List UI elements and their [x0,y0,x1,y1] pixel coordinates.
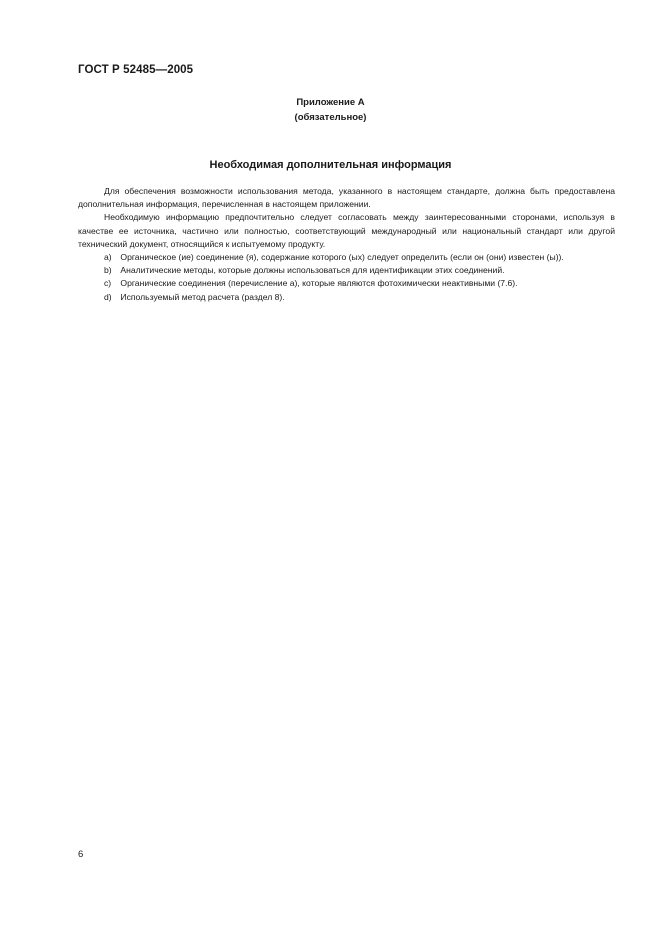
list-marker: d) [104,291,112,302]
paragraph: Необходимую информацию предпочтительно следует согласовать между заинтересованными сторонами, используя в качестве ее источника, частично или полностью, соответствующий международный или национальный стандарт или другой технический документ, относящийся к испытуемому продукту. [78,212,615,249]
list-marker: c) [104,278,112,289]
appendix-title-block [0,95,661,125]
list-item [78,277,615,290]
list-item [78,251,615,264]
page-number: 6 [78,849,84,860]
list-item [78,291,615,304]
appendix-status: (обязательное) [294,112,367,123]
list-item-text: Аналитические методы, которые должны использоваться для идентификации этих соединений. [120,265,505,276]
body-text [78,185,615,304]
list-item-text: Используемый метод расчета (раздел 8). [120,291,285,302]
list-marker: b) [104,265,112,276]
list-item-text: Органические соединения (перечисление а), которые являются фотохимически неактивными (7.6). [120,278,518,289]
document-standard-code: ГОСТ Р 52485—2005 [78,64,194,76]
section-heading: Необходимая дополнительная информация [209,159,452,171]
list-item [78,264,615,277]
list-item-text: Органическое (ие) соединение (я), содержание которого (ых) следует определить (если он (они) известен (ы)). [120,252,564,263]
paragraph: Для обеспечения возможности использования метода, указанного в настоящем стандарте, должна быть предоставлена дополнительная информация, перечисленная в настоящем приложении. [78,186,615,210]
appendix-title: Приложение А [296,97,365,108]
list-marker: a) [104,252,112,263]
